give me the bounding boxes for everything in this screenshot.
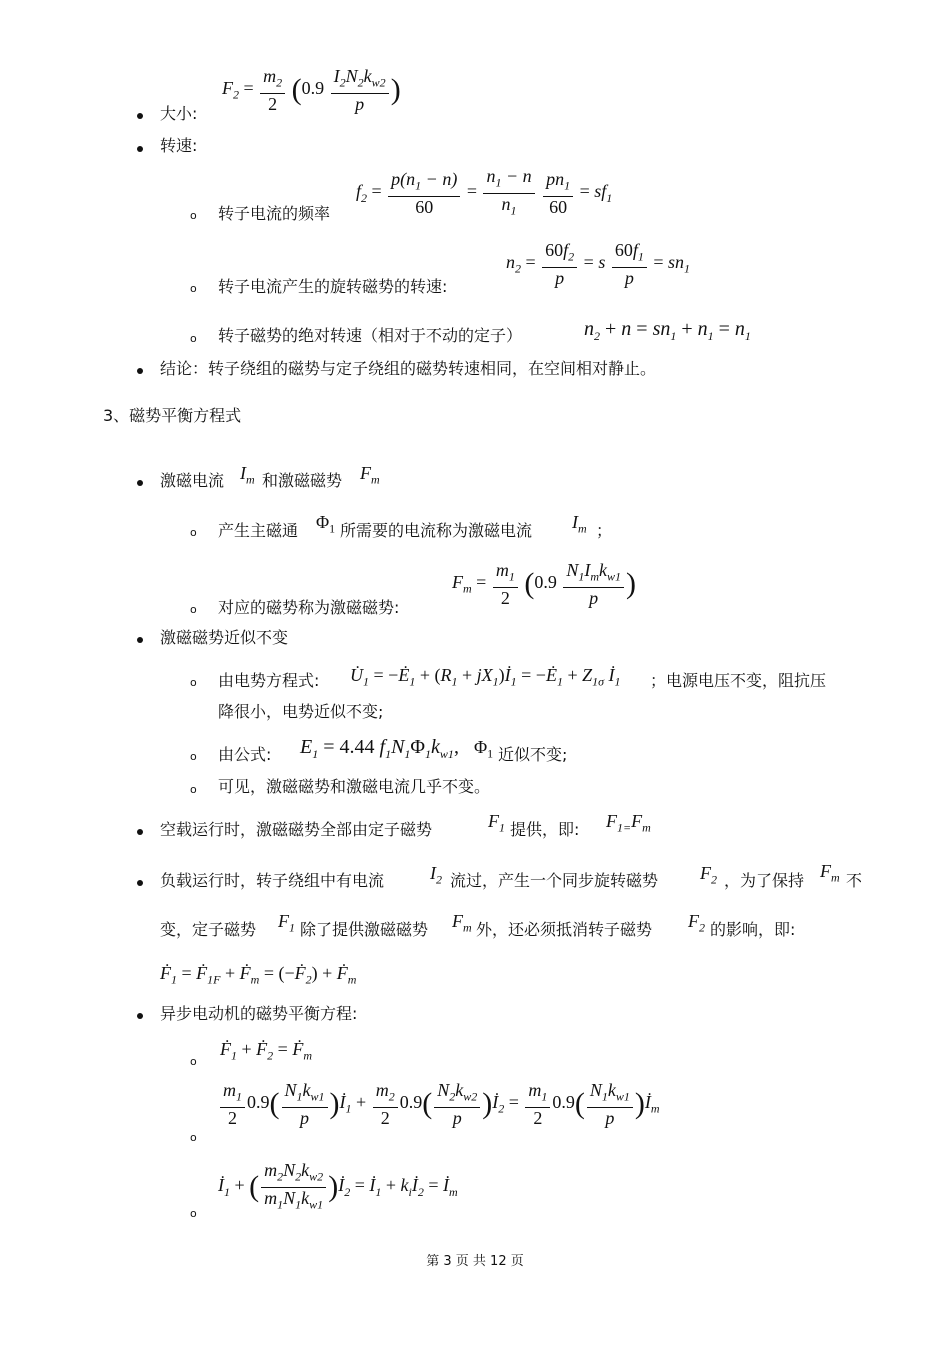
bullet bbox=[137, 880, 143, 886]
label-load2-b: 除了提供激磁磁势 bbox=[300, 920, 429, 939]
conclusion: 结论：转子绕组的磁势与定子绕组的磁势转速相同，在空间相对静止。 bbox=[160, 359, 657, 378]
formula-balance-2: $\frac{m_1}{2}$ 0.9( $\frac{N_1k_{w1}}{p}$ )$İ_1$ + $\frac{m_2}{2}$ 0.9( $\frac{N_2k_{w2}}{p}$ )$İ_2$ = $\frac{m_1}{2}$ 0.9( $\frac{N_1k_{w1}}{p}$ )$İ_m$ bbox=[218, 1080, 660, 1128]
sub-bullet: o bbox=[190, 1207, 197, 1220]
label-load2-d: 的影响，即: bbox=[710, 920, 796, 939]
formula-e1: $E_1 = 4.44$ $f_1N_1\Phi_1k_{w1}$, bbox=[300, 736, 459, 761]
bullet bbox=[137, 829, 143, 835]
sym-f2-2: $F_2$ bbox=[688, 911, 705, 935]
bullet bbox=[137, 1013, 143, 1019]
label-main-flux-b: 所需要的电流称为激磁电流 bbox=[340, 521, 533, 540]
page-footer: 第 3 页 共 12 页 bbox=[426, 1254, 524, 1269]
label-formula-a: 由公式: bbox=[218, 745, 272, 764]
sub-bullet: o bbox=[190, 750, 197, 763]
sub-bullet: o bbox=[190, 332, 197, 345]
sym-phi1-2: $\Phi_1$ bbox=[474, 737, 494, 761]
formula-f1-sum: Ḟ$_1$ = Ḟ$_{1F}$ + Ḟ$_m$ = (−Ḟ$_2$) + Ḟ$_m$ bbox=[160, 963, 357, 987]
sym-fm-3: $F_m$ bbox=[452, 911, 472, 935]
sub-bullet: o bbox=[190, 1131, 197, 1144]
formula-u1: $U̇_1$ = $-Ė_1 + (R_1$ + $jX_1)İ_1$ = $-Ė_1 + Z_{1\sigma}$ $İ_1$ bbox=[350, 665, 621, 689]
label-exc-mmf: 对应的磁势称为激磁磁势: bbox=[218, 598, 400, 617]
formula-n2: $n_2$ = $\frac{60f_2}{p}$ = s $\frac{60f_1}{p}$ = $sn_1$ bbox=[506, 240, 691, 288]
formula-f2: $F_2$ = $\frac{m_2}{2}$ (0.9 $\frac{I_2N_2k_{w2}}{p}$ ) bbox=[222, 66, 401, 114]
label-formula-b: 近似不变; bbox=[498, 745, 568, 764]
bullet bbox=[137, 368, 143, 374]
label-visible: 可见，激磁磁势和激磁电流几乎不变。 bbox=[218, 777, 491, 796]
label-size: 大小: bbox=[160, 104, 198, 123]
label-emf-eq: 由电势方程式: bbox=[218, 671, 320, 690]
sym-i2: $I_2$ bbox=[430, 863, 442, 887]
label-load-b: 流过，产生一个同步旋转磁势 bbox=[450, 871, 659, 890]
formula-abs: $n_2 + n = sn_1 + n_1 = n_1$ bbox=[584, 318, 751, 343]
label-emf-eq-line2: 降很小，电势近似不变; bbox=[218, 702, 384, 721]
bullet bbox=[137, 480, 143, 486]
label-abs-speed: 转子磁势的绝对转速（相对于不动的定子） bbox=[218, 326, 523, 345]
label-exc-b: 和激磁磁势 bbox=[262, 471, 343, 490]
label-load-c: ，为了保持 bbox=[724, 871, 805, 890]
sub-bullet: o bbox=[190, 783, 197, 796]
label-main-flux-a: 产生主磁通 bbox=[218, 521, 299, 540]
label-load2-c: 外，还必须抵消转子磁势 bbox=[476, 920, 653, 939]
label-noload-b: 提供，即: bbox=[510, 820, 580, 839]
bullet bbox=[137, 113, 143, 119]
sym-phi1: $\Phi_1$ bbox=[316, 512, 336, 536]
formula-fm: $F_m$ = $\frac{m_1}{2}$ (0.9 $\frac{N_1I_mk_{w1}}{p}$ ) bbox=[452, 560, 637, 608]
sym-fm-2: $F_m$ bbox=[820, 861, 840, 885]
label-main-flux-end: ； bbox=[596, 521, 613, 540]
bullet bbox=[137, 637, 143, 643]
label-freq: 转子电流的频率 bbox=[218, 204, 331, 223]
label-exc-a: 激磁电流 bbox=[160, 471, 225, 490]
sym-im-2: $I_m$ bbox=[572, 512, 587, 536]
label-rot-speed: 转子电流产生的旋转磁势的转速: bbox=[218, 277, 448, 296]
formula-balance-3: $İ_1$ + ( $\frac{m_2N_2k_{w2}}{m_1N_1k_{w1}}$ )$İ_2$ = $İ_1$ + $k_iİ_2$ = $İ_m$ bbox=[218, 1160, 458, 1212]
sym-f1: $F_1$ bbox=[488, 811, 505, 835]
sub-bullet: o bbox=[190, 676, 197, 689]
label-approx-const: 激磁磁势近似不变 bbox=[160, 628, 289, 647]
bullet bbox=[137, 146, 143, 152]
formula-freq: $f_2$ = $\frac{p(n_1 - n)}{60}$ = $\frac{n_1 - n}{n_1}$ $\frac{pn_1}{60}$ = $sf_1$ bbox=[356, 166, 613, 218]
sub-bullet: o bbox=[190, 526, 197, 539]
label-emf-eq-tail: ；电源电压不变，阻抗压 bbox=[650, 671, 827, 690]
formula-f1-fm: $F_{1=}F_m$ bbox=[606, 811, 651, 835]
label-speed: 转速: bbox=[160, 136, 198, 155]
section-title: 3、磁势平衡方程式 bbox=[103, 406, 242, 425]
label-noload-a: 空载运行时，激磁磁势全部由定子磁势 bbox=[160, 820, 433, 839]
formula-balance-1: Ḟ$_1$ + Ḟ$_2$ = Ḟ$_m$ bbox=[220, 1039, 312, 1063]
label-load-d: 不 bbox=[846, 871, 863, 890]
sym-f1-2: $F_1$ bbox=[278, 911, 295, 935]
label-load2-a: 变，定子磁势 bbox=[160, 920, 257, 939]
sym-f2: $F_2$ bbox=[700, 863, 717, 887]
sym-fm: $F_m$ bbox=[360, 463, 380, 487]
sym-im: $I_m$ bbox=[240, 463, 255, 487]
sub-bullet: o bbox=[190, 282, 197, 295]
sub-bullet: o bbox=[190, 1055, 197, 1068]
label-balance: 异步电动机的磁势平衡方程: bbox=[160, 1004, 358, 1023]
label-load-a: 负载运行时，转子绕组中有电流 bbox=[160, 871, 385, 890]
sub-bullet: o bbox=[190, 209, 197, 222]
sub-bullet: o bbox=[190, 603, 197, 616]
